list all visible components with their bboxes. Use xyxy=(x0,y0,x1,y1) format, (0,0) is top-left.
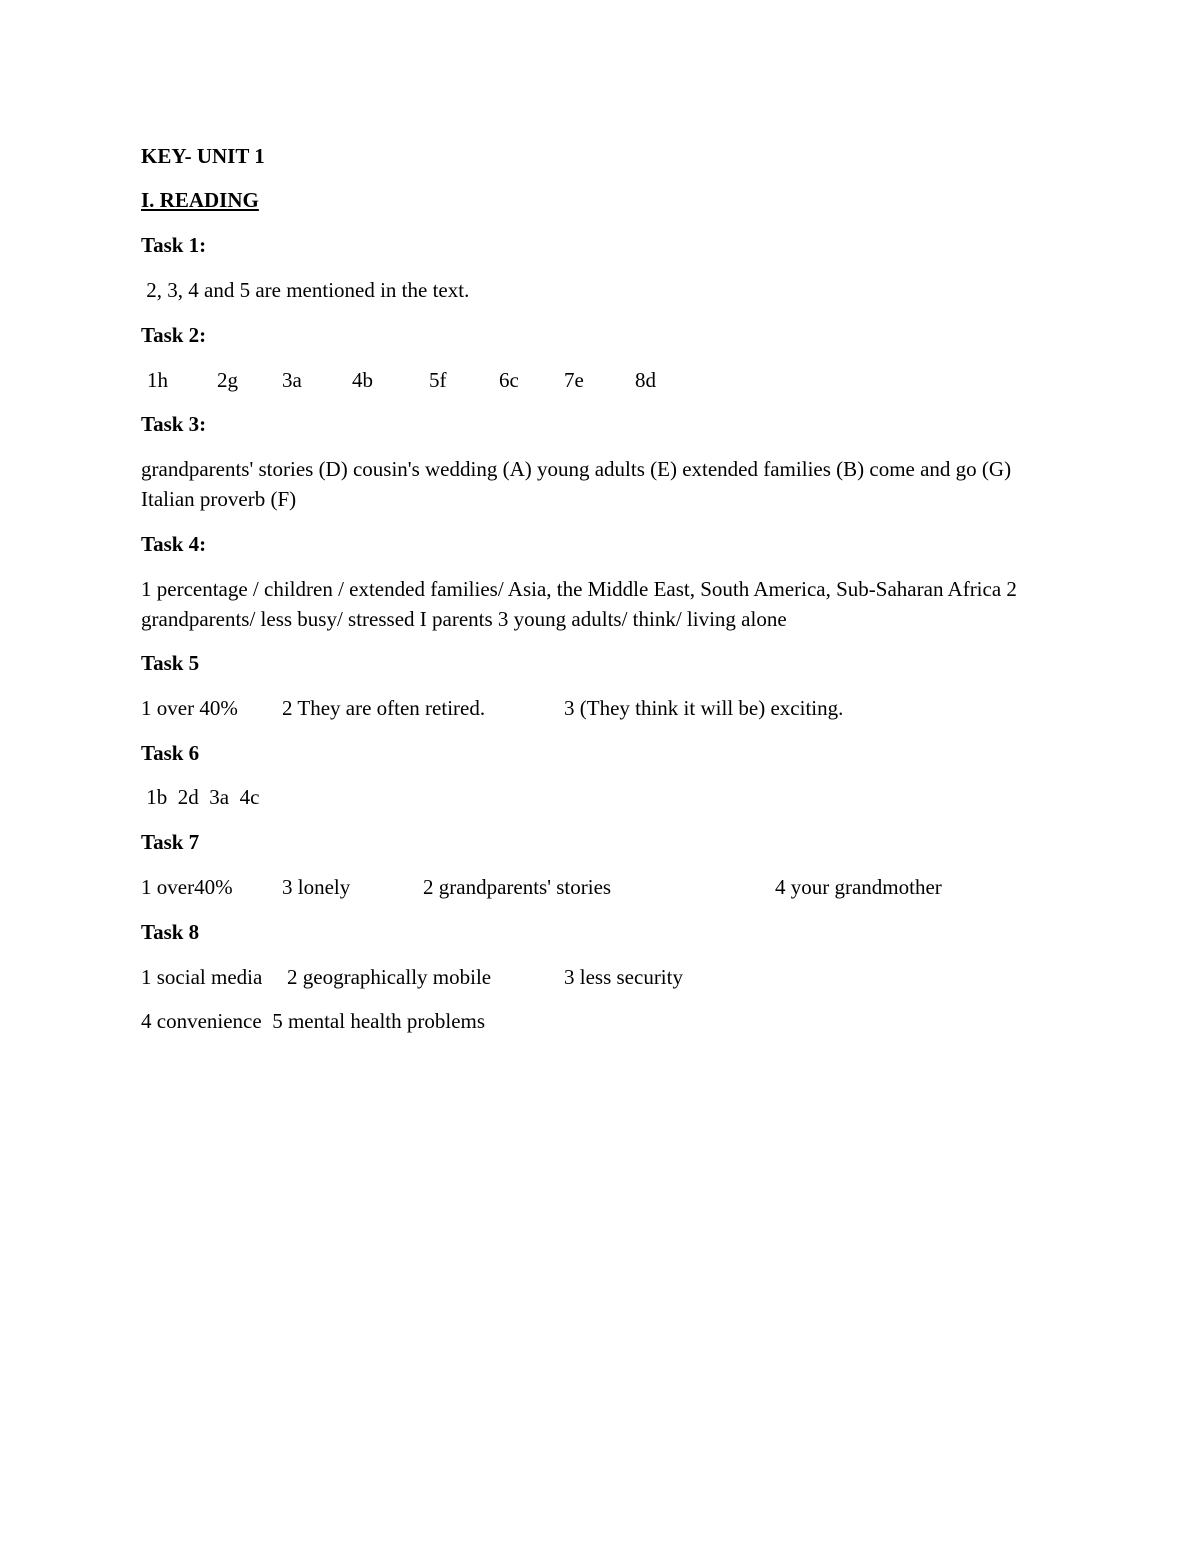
task8-heading: Task 8 xyxy=(141,920,200,944)
task2-answers xyxy=(141,365,1061,395)
task2-answer: 7e xyxy=(564,368,584,392)
task3-heading: Task 3: xyxy=(141,412,207,436)
task8-answer: 2 geographically mobile xyxy=(287,965,492,989)
task5-answer: 1 over 40% xyxy=(141,696,238,720)
task5-answer: 2 They are often retired. xyxy=(282,696,486,720)
task2-answer: 3a xyxy=(282,368,302,392)
task2-answer: 4b xyxy=(352,368,373,392)
task1-heading: Task 1: xyxy=(141,233,207,257)
task2-answer: 5f xyxy=(429,368,447,392)
task7-answer: 4 your grandmother xyxy=(775,875,942,899)
task7-heading: Task 7 xyxy=(141,830,200,854)
task7-answer: 2 grandparents' stories xyxy=(423,875,612,899)
task7-answer: 1 over40% xyxy=(141,875,233,899)
task2-answer: 8d xyxy=(635,368,656,392)
task5-answer: 3 (They think it will be) exciting. xyxy=(564,696,844,720)
task8-answer: 3 less security xyxy=(564,965,683,989)
task8-answers-row2: 4 convenience 5 mental health problems xyxy=(141,1009,486,1033)
task4-heading: Task 4: xyxy=(141,532,207,556)
task2-answer: 6c xyxy=(499,368,519,392)
task8-answers-row1 xyxy=(141,962,1061,992)
section-heading: I. READING xyxy=(141,188,259,212)
task7-answers xyxy=(141,872,1061,902)
task3-answer: grandparents' stories (D) cousin's wedding (A) young adults (E) extended families (B) come and go (G) Italian proverb (F) xyxy=(141,457,1012,511)
task5-answers xyxy=(141,693,1061,723)
task2-heading: Task 2: xyxy=(141,323,207,347)
task1-answer: 2, 3, 4 and 5 are mentioned in the text. xyxy=(141,278,470,302)
task2-answer: 2g xyxy=(217,368,238,392)
task2-answer: 1h xyxy=(147,368,168,392)
task6-answer: 1b 2d 3a 4c xyxy=(141,785,260,809)
task7-answer: 3 lonely xyxy=(282,875,351,899)
task8-answer: 1 social media xyxy=(141,965,263,989)
doc-title: KEY- UNIT 1 xyxy=(141,144,265,168)
task6-heading: Task 6 xyxy=(141,741,200,765)
task4-answer: 1 percentage / children / extended families/ Asia, the Middle East, South America, Sub-Saharan Africa 2 grandparents/ less busy/ stressed I parents 3 young adults/ think/ living alone xyxy=(141,577,1017,631)
task5-heading: Task 5 xyxy=(141,651,200,675)
